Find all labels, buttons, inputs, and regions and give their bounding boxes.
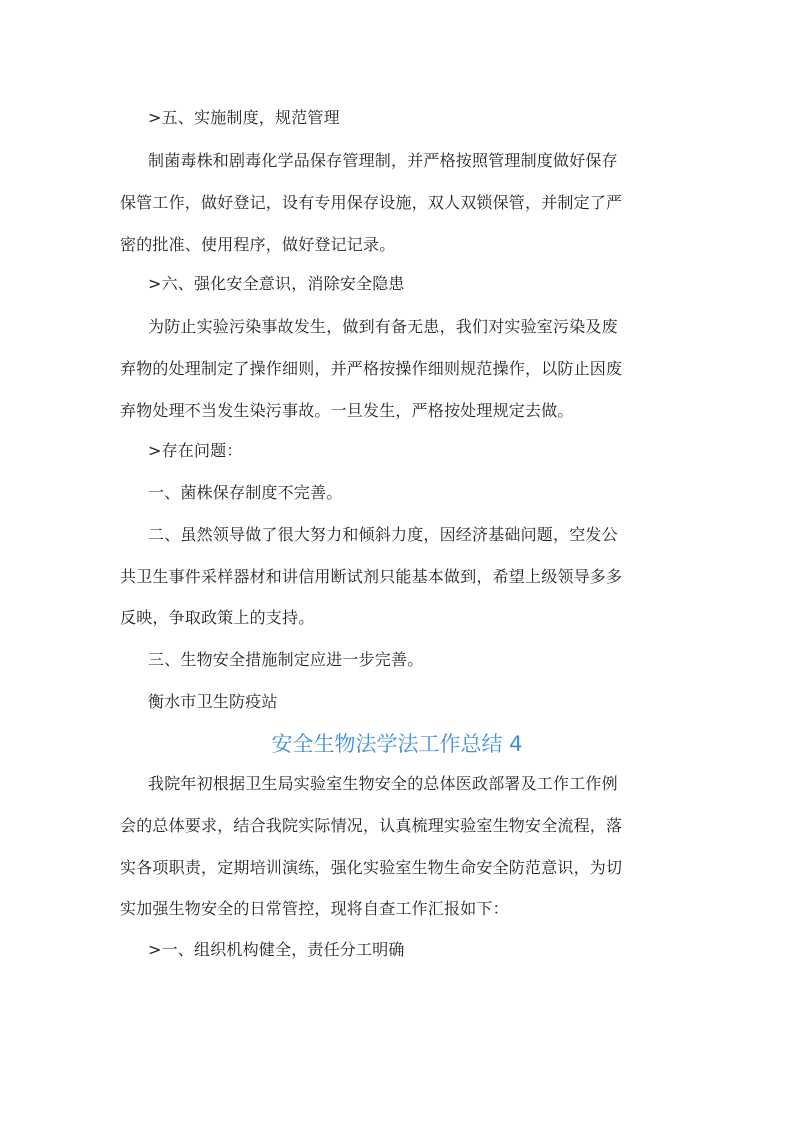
issues-heading: >存在问题： xyxy=(148,441,243,460)
section-heading-6: >六、强化安全意识，消除安全隐患 xyxy=(148,274,405,293)
paragraph-line: 会的总体要求，结合我院实际情况，认真梳理实验室生物安全流程，落 xyxy=(120,816,623,835)
section-heading-1: >一、组织机构健全，责任分工明确 xyxy=(148,940,405,959)
issue-item-1: 一、菌株保存制度不完善。 xyxy=(148,483,343,502)
issue-item-2-line: 反映，争取政策上的支持。 xyxy=(120,608,315,627)
issue-item-2-line: 共卫生事件采样器材和讲信用断试剂只能基本做到，希望上级领导多多 xyxy=(120,567,623,586)
paragraph-line: 弃物处理不当发生染污事故。一旦发生，严格按处理规定去做。 xyxy=(120,401,574,420)
paragraph-line: 弃物的处理制定了操作细则，并严格按操作细则规范操作，以防止因废 xyxy=(120,359,623,378)
issue-item-2-line: 二、虽然领导做了很大努力和倾斜力度，因经济基础问题，空发公 xyxy=(148,525,618,544)
paragraph-line: 密的批准、使用程序，做好登记记录。 xyxy=(120,235,396,254)
issue-item-3: 三、生物安全措施制定应进一步完善。 xyxy=(148,650,424,669)
paragraph-line: 实加强生物安全的日常管控，现将自查工作汇报如下： xyxy=(120,899,509,918)
paragraph-line: 制菌毒株和剧毒化学品保存管理制，并严格按照管理制度做好保存 xyxy=(148,151,618,170)
paragraph-line: 为防止实验污染事故发生，做到有备无患，我们对实验室污染及废 xyxy=(148,317,618,336)
paragraph-line: 我院年初根据卫生局实验室生物安全的总体医政部署及工作工作例 xyxy=(148,774,618,793)
section-heading-5: >五、实施制度，规范管理 xyxy=(148,108,340,127)
signature: 衡水市卫生防疫站 xyxy=(148,692,278,711)
paragraph-line: 保管工作，做好登记，设有专用保存设施，双人双锁保管，并制定了严 xyxy=(120,193,623,212)
document-title: 安全生物法学法工作总结 4 xyxy=(271,732,523,756)
paragraph-line: 实各项职责，定期培训演练，强化实验室生物生命安全防范意识，为切 xyxy=(120,858,623,877)
